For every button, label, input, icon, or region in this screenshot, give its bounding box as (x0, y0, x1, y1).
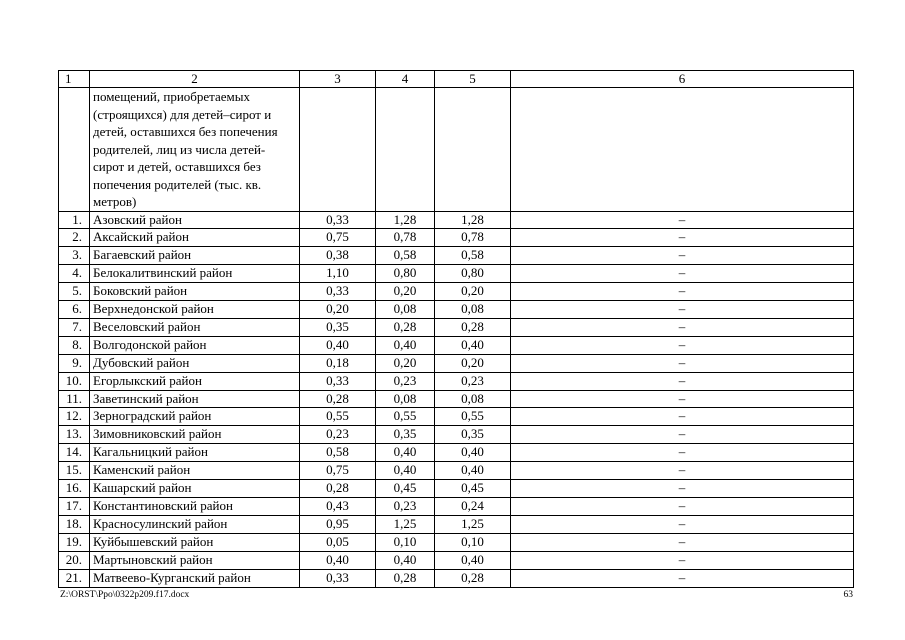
continuation-cell-4 (376, 88, 435, 212)
value-col-5: 0,28 (435, 569, 511, 587)
district-name: Боковский район (90, 283, 300, 301)
data-table (58, 70, 854, 588)
value-col-4: 1,28 (376, 211, 435, 229)
value-col-3: 0,40 (300, 551, 376, 569)
district-name: Мартыновский район (90, 551, 300, 569)
header-cell-1: 1 (59, 71, 90, 88)
value-col-6: – (511, 480, 854, 498)
value-col-5: 0,08 (435, 301, 511, 319)
value-col-3: 0,28 (300, 390, 376, 408)
value-col-4: 0,08 (376, 390, 435, 408)
value-col-3: 0,43 (300, 498, 376, 516)
district-name: Кашарский район (90, 480, 300, 498)
table-row (59, 498, 854, 516)
value-col-6: – (511, 247, 854, 265)
value-col-5: 0,45 (435, 480, 511, 498)
value-col-5: 0,40 (435, 336, 511, 354)
value-col-5: 0,35 (435, 426, 511, 444)
value-col-5: 0,80 (435, 265, 511, 283)
table-row (59, 515, 854, 533)
row-number: 7. (59, 318, 90, 336)
value-col-5: 0,23 (435, 372, 511, 390)
value-col-4: 0,55 (376, 408, 435, 426)
district-name: Белокалитвинский район (90, 265, 300, 283)
value-col-4: 0,10 (376, 533, 435, 551)
table-row (59, 444, 854, 462)
table-row (59, 247, 854, 265)
district-name: Егорлыкский район (90, 372, 300, 390)
value-col-3: 0,35 (300, 318, 376, 336)
value-col-6: – (511, 426, 854, 444)
table-row (59, 301, 854, 319)
value-col-6: – (511, 533, 854, 551)
value-col-5: 1,28 (435, 211, 511, 229)
footer-file-path: Z:\ORST\Ppo\0322p209.f17.docx (60, 590, 190, 600)
value-col-4: 0,08 (376, 301, 435, 319)
table-row (59, 390, 854, 408)
value-col-6: – (511, 229, 854, 247)
table-row (59, 533, 854, 551)
value-col-4: 0,78 (376, 229, 435, 247)
value-col-5: 0,24 (435, 498, 511, 516)
district-name: Каменский район (90, 462, 300, 480)
value-col-4: 0,58 (376, 247, 435, 265)
table-row (59, 480, 854, 498)
district-name: Аксайский район (90, 229, 300, 247)
value-col-6: – (511, 354, 854, 372)
table-row (59, 336, 854, 354)
continuation-cell-5 (435, 88, 511, 212)
row-number: 5. (59, 283, 90, 301)
value-col-3: 0,20 (300, 301, 376, 319)
value-col-6: – (511, 408, 854, 426)
row-number: 17. (59, 498, 90, 516)
header-cell-3: 3 (300, 71, 376, 88)
value-col-5: 0,58 (435, 247, 511, 265)
row-number: 4. (59, 265, 90, 283)
row-number: 8. (59, 336, 90, 354)
value-col-3: 0,33 (300, 569, 376, 587)
page-number: 63 (843, 590, 853, 600)
value-col-6: – (511, 211, 854, 229)
value-col-6: – (511, 444, 854, 462)
value-col-6: – (511, 318, 854, 336)
district-name: Красносулинский район (90, 515, 300, 533)
value-col-5: 0,40 (435, 551, 511, 569)
value-col-4: 0,28 (376, 569, 435, 587)
value-col-4: 0,80 (376, 265, 435, 283)
continuation-cell-6 (511, 88, 854, 212)
value-col-3: 0,23 (300, 426, 376, 444)
continuation-cell-3 (300, 88, 376, 212)
value-col-4: 0,23 (376, 372, 435, 390)
district-name: Куйбышевский район (90, 533, 300, 551)
row-number: 14. (59, 444, 90, 462)
value-col-5: 0,20 (435, 283, 511, 301)
row-number: 10. (59, 372, 90, 390)
district-name: Волгодонской район (90, 336, 300, 354)
value-col-4: 0,20 (376, 283, 435, 301)
district-name: Зимовниковский район (90, 426, 300, 444)
value-col-6: – (511, 372, 854, 390)
value-col-5: 0,40 (435, 444, 511, 462)
value-col-3: 0,28 (300, 480, 376, 498)
value-col-6: – (511, 301, 854, 319)
value-col-3: 0,40 (300, 336, 376, 354)
district-name: Азовский район (90, 211, 300, 229)
value-col-5: 0,20 (435, 354, 511, 372)
table-row (59, 462, 854, 480)
table-row (59, 408, 854, 426)
row-number: 21. (59, 569, 90, 587)
district-name: Матвеево-Курганский район (90, 569, 300, 587)
district-name: Константиновский район (90, 498, 300, 516)
district-name: Багаевский район (90, 247, 300, 265)
header-cell-6: 6 (511, 71, 854, 88)
row-number: 11. (59, 390, 90, 408)
value-col-3: 0,33 (300, 283, 376, 301)
value-col-3: 0,05 (300, 533, 376, 551)
value-col-3: 0,38 (300, 247, 376, 265)
value-col-4: 1,25 (376, 515, 435, 533)
value-col-5: 0,08 (435, 390, 511, 408)
table-row (59, 551, 854, 569)
value-col-5: 0,10 (435, 533, 511, 551)
value-col-4: 0,35 (376, 426, 435, 444)
value-col-3: 0,33 (300, 372, 376, 390)
value-col-6: – (511, 551, 854, 569)
value-col-3: 1,10 (300, 265, 376, 283)
table-row (59, 318, 854, 336)
continuation-num-cell (59, 88, 90, 212)
table-row (59, 354, 854, 372)
table-row (59, 372, 854, 390)
row-number: 19. (59, 533, 90, 551)
row-number: 20. (59, 551, 90, 569)
table-row (59, 229, 854, 247)
row-number: 18. (59, 515, 90, 533)
district-name: Зерноградский район (90, 408, 300, 426)
district-name: Веселовский район (90, 318, 300, 336)
value-col-4: 0,40 (376, 462, 435, 480)
value-col-6: – (511, 336, 854, 354)
value-col-3: 0,58 (300, 444, 376, 462)
table-row (59, 426, 854, 444)
table-row (59, 569, 854, 587)
value-col-4: 0,23 (376, 498, 435, 516)
value-col-3: 0,55 (300, 408, 376, 426)
row-number: 1. (59, 211, 90, 229)
value-col-6: – (511, 462, 854, 480)
continuation-text: помещений, приобретаемых (строящихся) для детей–сирот и детей, оставшихся без попечения родителей, лиц из числа детей-сирот и детей, оставшихся без попечения родителей (тыс. кв. метров) (90, 88, 300, 212)
value-col-3: 0,95 (300, 515, 376, 533)
value-col-5: 0,55 (435, 408, 511, 426)
district-name: Верхнедонской район (90, 301, 300, 319)
value-col-3: 0,75 (300, 462, 376, 480)
header-row (59, 71, 854, 88)
value-col-3: 0,33 (300, 211, 376, 229)
district-name: Кагальницкий район (90, 444, 300, 462)
value-col-4: 0,20 (376, 354, 435, 372)
value-col-3: 0,75 (300, 229, 376, 247)
row-number: 16. (59, 480, 90, 498)
value-col-5: 0,28 (435, 318, 511, 336)
row-number: 15. (59, 462, 90, 480)
row-number: 13. (59, 426, 90, 444)
row-number: 3. (59, 247, 90, 265)
row-number: 9. (59, 354, 90, 372)
value-col-4: 0,40 (376, 336, 435, 354)
value-col-4: 0,40 (376, 551, 435, 569)
table-row (59, 211, 854, 229)
header-cell-4: 4 (376, 71, 435, 88)
district-name: Дубовский район (90, 354, 300, 372)
value-col-6: – (511, 498, 854, 516)
district-name: Заветинский район (90, 390, 300, 408)
value-col-4: 0,45 (376, 480, 435, 498)
table-row (59, 283, 854, 301)
value-col-4: 0,28 (376, 318, 435, 336)
value-col-6: – (511, 265, 854, 283)
row-number: 6. (59, 301, 90, 319)
continuation-row (59, 88, 854, 212)
value-col-4: 0,40 (376, 444, 435, 462)
value-col-5: 0,40 (435, 462, 511, 480)
value-col-5: 0,78 (435, 229, 511, 247)
value-col-6: – (511, 283, 854, 301)
value-col-3: 0,18 (300, 354, 376, 372)
value-col-6: – (511, 569, 854, 587)
header-cell-2: 2 (90, 71, 300, 88)
value-col-5: 1,25 (435, 515, 511, 533)
table-row (59, 265, 854, 283)
value-col-6: – (511, 515, 854, 533)
value-col-6: – (511, 390, 854, 408)
row-number: 12. (59, 408, 90, 426)
header-cell-5: 5 (435, 71, 511, 88)
row-number: 2. (59, 229, 90, 247)
